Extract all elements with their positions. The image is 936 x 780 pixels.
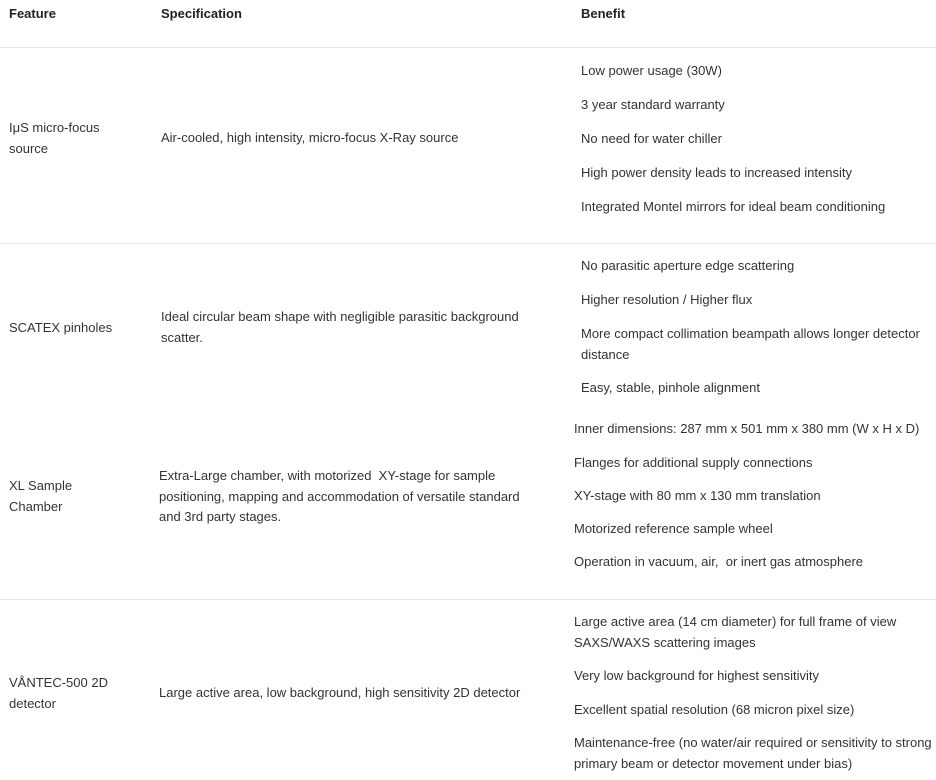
row-2-benefit-1: No parasitic aperture edge scattering (581, 258, 795, 273)
row-1-benefit-4: High power density leads to increased intensity (581, 165, 852, 180)
row-4-benefit-3: Excellent spatial resolution (68 micron pixel size) (574, 702, 855, 717)
row-2-benefit-3: More compact collimation beampath allows longer detector (581, 326, 920, 341)
row-3-benefit-1: Inner dimensions: 287 mm x 501 mm x 380 mm (W x H x D) (574, 421, 920, 436)
row-1-benefit-3: No need for water chiller (581, 131, 722, 146)
row-4-spec-line-1: Large active area, low background, high sensitivity 2D detector (159, 685, 521, 700)
row-1-benefit-2: 3 year standard warranty (581, 97, 725, 112)
row-3-feature-line-2: Chamber (9, 498, 63, 514)
row-2-benefit-3-cont: distance (581, 347, 630, 362)
row-2-benefit-2: Higher resolution / Higher flux (581, 292, 753, 307)
row-2-feature (9, 318, 112, 339)
row-4-benefit-2: Very low background for highest sensitivity (574, 668, 819, 683)
row-4-feature (9, 673, 108, 714)
row-4-benefit-4-cont: primary beam or detector movement under bias) (574, 756, 853, 771)
row-1-specification (161, 128, 458, 149)
row-2-spec-line-1: Ideal circular beam shape with negligible parasitic background (161, 309, 519, 324)
row-1-spec-line-1: Air-cooled, high intensity, micro-focus X-Ray source (161, 130, 459, 145)
row-3-specification (159, 466, 520, 528)
row-2-specification (161, 307, 519, 348)
row-1-benefit-1: Low power usage (30W) (581, 63, 722, 78)
row-3-benefit-5: Operation in vacuum, air, or inert gas atmosphere (574, 554, 864, 569)
row-3-spec-line-1: Extra-Large chamber, with motorized XY-stage for sample (159, 468, 496, 483)
row-1-feature-line-2: source (9, 140, 49, 156)
row-3-divider (0, 599, 936, 600)
row-4-feature-line-1: VÅNTEC-500 2D (9, 675, 108, 690)
row-4-benefit-4: Maintenance-free (no water/air required or sensitivity to strong (574, 735, 932, 750)
header-specification: Specification (161, 6, 242, 21)
header-benefit: Benefit (581, 6, 626, 21)
row-4-feature-line-2: detector (9, 695, 56, 711)
row-3-spec-line-2: positioning, mapping and accommodation of versatile standard (159, 488, 520, 504)
row-2-spec-line-2: scatter. (161, 329, 203, 345)
row-3-benefit-3: XY-stage with 80 mm x 130 mm translation (574, 488, 821, 503)
row-3-benefit-2: Flanges for additional supply connections (574, 455, 813, 470)
row-3-feature-line-1: XL Sample (9, 478, 73, 493)
row-4-benefit-1: Large active area (14 cm diameter) for full frame of view (574, 614, 897, 629)
header-feature: Feature (9, 6, 56, 21)
row-1-feature (9, 118, 100, 159)
row-2-benefit-4: Easy, stable, pinhole alignment (581, 380, 760, 395)
row-4-benefit-1-cont: SAXS/WAXS scattering images (574, 635, 756, 650)
row-1-feature-line-1: IμS micro-focus (9, 120, 100, 135)
row-3-spec-line-3: and 3rd party stages. (159, 509, 282, 524)
row-1-benefit-5: Integrated Montel mirrors for ideal beam conditioning (581, 199, 886, 214)
header-divider (0, 47, 936, 48)
row-3-feature (9, 476, 72, 517)
row-2-feature-line-1: SCATEX pinholes (9, 320, 113, 335)
row-1-divider (0, 243, 936, 244)
row-3-benefit-4: Motorized reference sample wheel (574, 521, 773, 536)
row-4-specification (159, 683, 520, 704)
